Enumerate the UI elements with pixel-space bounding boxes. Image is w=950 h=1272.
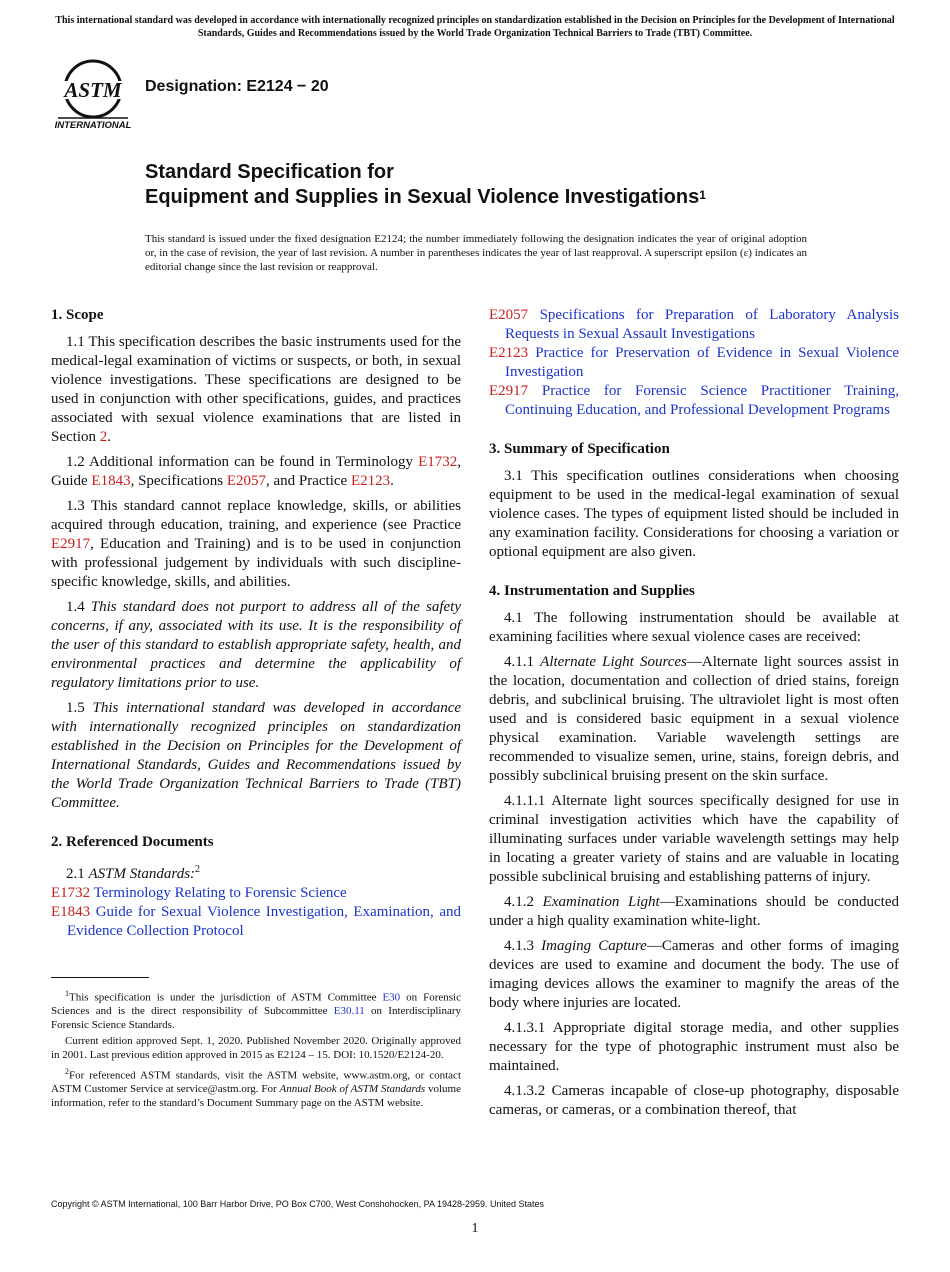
link-e1843[interactable]: E1843 <box>91 473 131 489</box>
designation: Designation: E2124 − 20 <box>145 78 329 95</box>
para-4-1-3-1: 4.1.3.1 Appropriate digital storage media, and other supplies necessary for the type of photographic instrument must also be maintained. <box>489 1020 899 1074</box>
para-1-1: 1.1 This specification describes the basic instruments used for the medical-legal examination of victims or suspects, or both, in sexual violence investigations. These specifications are designed to be used in conjunction with other specifications, guides, and practices associated with sexual violence examinations that are listed in Section 2. <box>51 334 461 445</box>
link-e2057[interactable]: E2057 <box>226 473 266 489</box>
footnote-divider <box>51 977 149 978</box>
wto-notice: This international standard was developed in accordance with internationally recognized principles on standardization established in the Decision on Principles for the Development of International Standards, Guides and Recommendations issued by the World Trade Organization Technical Barriers to Trade (TBT) Committee. <box>55 15 895 39</box>
section-2-link[interactable]: 2 <box>99 429 108 445</box>
page-number: 1 <box>471 1221 479 1236</box>
ref-item-e2057[interactable]: E2057 Specifications for Preparation of Laboratory Analysis Requests in Sexual Assault Investigations <box>489 307 899 342</box>
link-e2123[interactable]: E2123 <box>350 473 391 489</box>
para-4-1-1: 4.1.1 Alternate Light Sources—Alternate light sources assist in the location, documentation and collection of dried stains, foreign debris, and subclinical bruising. The ultraviolet light is most often used and is considered basic equipment in a sexual violence physical examination. Variable wavelength settings are recommended to visualize semen, urine, stains, foreign debris, and possibly subclinical bruising present on the skin surface. <box>489 654 899 784</box>
section-heading-instrumentation: 4. Instrumentation and Supplies <box>489 583 695 599</box>
footnote-2: $^2$For referenced ASTM standards, visit the ASTM website, www.astm.org, or contact ASTM Customer Service at service@astm.org. For Annual Book of ASTM Standards volume information, refer to the standard’s Document Summary page on the ASTM website. <box>51 1067 461 1109</box>
section-heading-summary: 3. Summary of Specification <box>489 441 670 457</box>
ref-item-e1732[interactable]: E1732 Terminology Relating to Forensic Science <box>51 885 347 901</box>
ref-item-e2123[interactable]: E2123 Practice for Preservation of Evidence in Sexual Violence Investigation <box>489 345 900 380</box>
link-e30[interactable]: E30 <box>382 991 401 1004</box>
link-e1732[interactable]: E1732 <box>418 454 458 470</box>
section-heading-referenced-documents: 2. Referenced Documents <box>51 834 214 850</box>
right-column <box>489 306 899 1126</box>
para-3-1: 3.1 This specification outlines considerations when choosing equipment to be used in the medical-legal examination of sexual violence cases. The types of equipment listed should be included in any examination facility. Considerations for choosing a variation or optional equipment are also given. <box>489 468 899 560</box>
title-footnote-mark: 1 <box>699 188 706 202</box>
para-1-5: 1.5 This international standard was developed in accordance with internationally recognized principles on standardization established in the Decision on Principles for the Development of International Standards, Guides and Recommendations issued by the World Trade Organization Technical Barriers to Trade (TBT) Committee. <box>51 700 462 811</box>
title-line-2: Equipment and Supplies in Sexual Violence Investigations <box>145 186 700 208</box>
para-2-1: 2.1 ASTM Standards:$^2$ <box>66 864 201 882</box>
issuance-note: This standard is issued under the fixed designation E2124; the number immediately following the designation indicates the year of original adoption or, in the case of revision, the year of last revision. A number in parentheses indicates the year of last reapproval. A superscript epsilon (ε) indicates an editorial change since the last revision or reapproval. <box>145 233 807 273</box>
para-1-2: 1.2 Additional information can be found in Terminology E1732, Guide E1843, Specifications E2057, and Practice E2123. <box>51 454 461 489</box>
footnote-1: $^1$This specification is under the jurisdiction of ASTM Committee E30 on Forensic Sciences and is the direct responsibility of Subcommittee E30.11 on Interdisciplinary Forensic Science Standards. <box>51 989 462 1031</box>
svg-text:INTERNATIONAL: INTERNATIONAL <box>54 120 132 131</box>
astm-logo <box>52 56 134 132</box>
link-e30-11[interactable]: E30.11 <box>333 1005 365 1018</box>
ref-item-e1843[interactable]: E1843 Guide for Sexual Violence Investigation, Examination, and Evidence Collection Protocol <box>51 904 461 939</box>
section-heading-scope: 1. Scope <box>51 307 104 323</box>
title-line-1: Standard Specification for <box>145 161 394 183</box>
footnotes <box>51 987 461 1113</box>
ref-item-e2917[interactable]: E2917 Practice for Forensic Science Practitioner Training, Continuing Education, and Professional Development Programs <box>489 383 900 418</box>
para-1-3: 1.3 This standard cannot replace knowledge, skills, or abilities acquired through education, training, and experience (see Practice E2917, Education and Training) and is to be used in conjunction with professional judgement by individuals with such discipline-specific knowledge, skills, and abilities. <box>51 498 461 590</box>
document-title <box>145 160 706 210</box>
para-4-1-3: 4.1.3 Imaging Capture—Cameras and other forms of imaging devices are used to examine and document the body. The use of imaging devices allows the examiner to magnify the areas of the body where injuries are located. <box>489 938 900 1011</box>
para-4-1-2: 4.1.2 Examination Light—Examinations should be conducted under a high quality examination white-light. <box>489 894 899 929</box>
para-4-1: 4.1 The following instrumentation should be available at examining facilities where sexual violence cases are received: <box>489 610 899 645</box>
astm-logo-icon <box>52 56 134 132</box>
footnote-1-edition: Current edition approved Sept. 1, 2020. Published November 2020. Originally approved in 2001. Last previous edition approved in 2015 as E2124 – 15. DOI: 10.1520/E2124-20. <box>51 1035 461 1061</box>
para-4-1-3-2: 4.1.3.2 Cameras incapable of close-up photography, disposable cameras, or cameras, or a combination thereof, that <box>489 1083 899 1118</box>
copyright-line: Copyright © ASTM International, 100 Barr Harbor Drive, PO Box C700, West Conshohocken, PA 19428-2959. United States <box>51 1199 545 1209</box>
para-4-1-1-1: 4.1.1.1 Alternate light sources specifically designed for use in criminal investigation activities which have the capability of illuminating surfaces under variable wavelength settings may help in locating a greater variety of stains and are valuable in locating possible subclinical bruising and establishing patterns of injury. <box>489 793 899 885</box>
left-column <box>51 306 461 941</box>
svg-text:ASTM: ASTM <box>64 78 122 102</box>
link-e2917[interactable]: E2917 <box>51 536 91 552</box>
para-1-4: 1.4 This standard does not purport to address all of the safety concerns, if any, associated with its use. It is the responsibility of the user of this standard to establish appropriate safety, health, and environmental practices and determine the applicability of regulatory limitations prior to use. <box>51 599 461 691</box>
